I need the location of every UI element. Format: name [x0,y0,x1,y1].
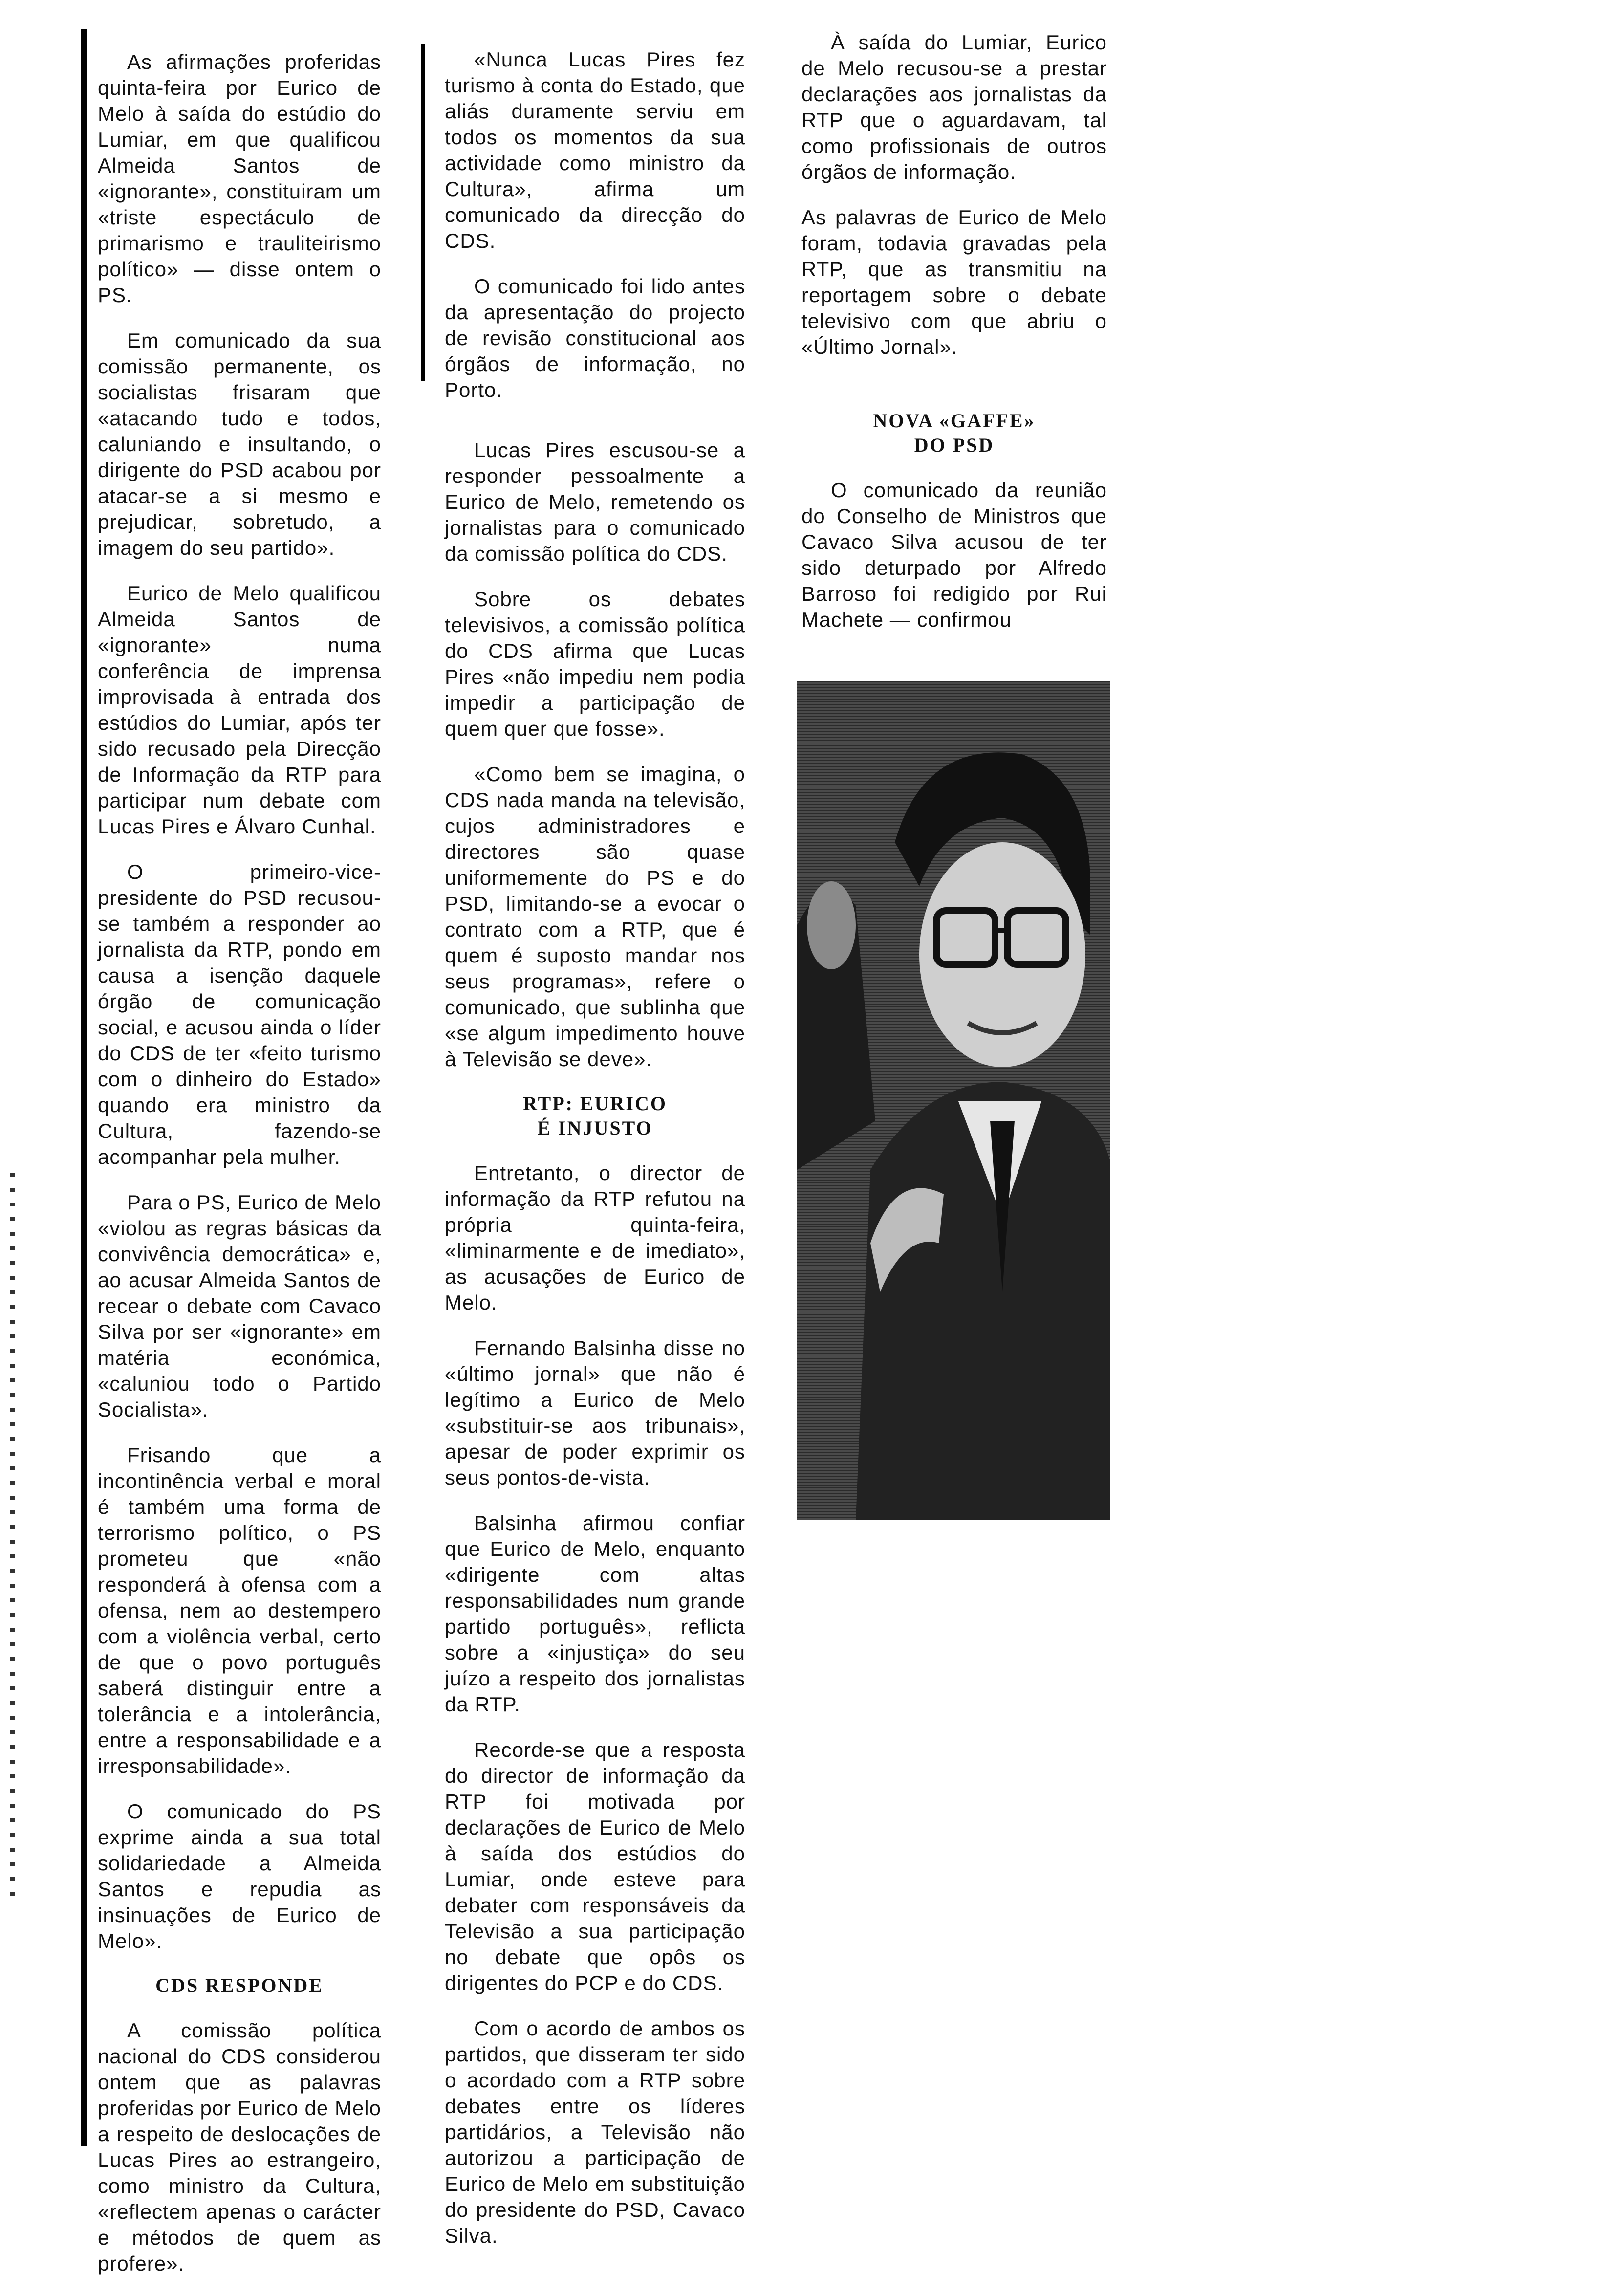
subheading-line: NOVA «GAFFE» [873,410,1036,432]
paragraph: Recorde-se que a resposta do director de informação da RTP foi motivada por declarações de Eurico de Melo à saída dos estúdios do Lumiar, onde esteve para debater com responsáveis da Televisão a sua participação no debate que opôs os dirigentes do PCP e do CDS. [445,1738,745,1994]
paragraph: Em comunicado da sua comissão permanente, os socialistas frisaram que «atacando tudo e todos, caluniando e insultando, o dirigente do PSD acabou por atacar-se a si mesmo e prejudicar, sobretudo, a imagem do seu partido». [98,329,381,559]
subheading-nova-gaffe [802,409,1107,458]
paragraph: O comunicado foi lido antes da apresentação do projecto de revisão constitucional aos órgãos de informação, no Porto. [445,275,745,401]
paragraph: Entretanto, o director de informação da RTP refutou na própria quinta-feira, «liminarmente e de imediato», as acusações de Eurico de Melo. [445,1161,745,1314]
article-column-3 [802,29,1107,652]
column-rule-middle [421,44,425,381]
subheading-cds-responde [98,1973,381,1998]
subheading-text: CDS RESPONDE [155,1974,324,1996]
paragraph: O comunicado do PS exprime ainda a sua total solidariedade a Almeida Santos e repudia as insinuações de Eurico de Melo». [98,1800,381,1952]
paragraph: Eurico de Melo qualificou Almeida Santos de «ignorante» numa conferência de imprensa improvisada à entrada dos estúdios do Lumiar, após ter sido recusado pela Direcção de Informação da RTP para participar num debate com Lucas Pires e Álvaro Cunhal. [98,582,381,838]
paragraph: Balsinha afirmou confiar que Eurico de Melo, enquanto «dirigente com altas responsabilidades num grande partido português», reflicta sobre a «injustiça» do seu juízo a respeito dos jornalistas da RTP. [445,1511,745,1716]
article-column-2 [445,46,745,2268]
subheading-line: RTP: EURICO [523,1093,667,1115]
paragraph: «Nunca Lucas Pires fez turismo à conta do Estado, que aliás duramente serviu em todos os momentos da sua actividade como ministro da Cultura», afirma um comunicado da direcção do CDS. [445,48,745,252]
photo-illustration [797,681,1110,1520]
column-rule-left [81,29,87,2146]
paragraph: Frisando que a incontinência verbal e moral é também uma forma de terrorismo político, o PS prometeu que «não responderá à ofensa com a ofensa, nem ao destempero com a violência verbal, certo de que o povo português saberá distinguir entre a tolerância e a intolerância, entre a responsabilidade e a irresponsabilidade». [98,1443,381,1777]
paragraph: A comissão política nacional do CDS considerou ontem que as palavras proferidas por Eurico de Melo a respeito de deslocações de Lucas Pires ao estrangeiro, como ministro da Cultura, «reflectem apenas o carácter e métodos de quem as profere». [98,2019,381,2275]
subheading-line: DO PSD [914,434,995,456]
paragraph: Sobre os debates televisivos, a comissão política do CDS afirma que Lucas Pires «não impediu nem podia impedir a participação de quem quer que fosse». [445,588,745,740]
subheading-rtp-eurico [445,1092,745,1140]
paragraph: As palavras de Eurico de Melo foram, todavia gravadas pela RTP, que as transmitiu na reportagem sobre o debate televisivo com que abriu o «Último Jornal». [802,206,1107,358]
subheading-line: É INJUSTO [537,1117,653,1139]
paragraph: As afirmações proferidas quinta-feira por Eurico de Melo à saída do estúdio do Lumiar, em que qualificou Almeida Santos de «ignorante», constituiram um «triste espectáculo de primarismo e trauliteirismo político» — disse ontem o PS. [98,50,381,306]
paragraph: Fernando Balsinha disse no «último jornal» que não é legítimo a Eurico de Melo «substituir-se aos tribunais», apesar de poder exprimir os seus pontos-de-vista. [445,1336,745,1489]
paragraph: Para o PS, Eurico de Melo «violou as regras básicas da convivência democrática» e, ao acusar Almeida Santos de recear o debate com Cavaco Silva por ser «ignorante» em matéria económica, «caluniou todo o Partido Socialista». [98,1191,381,1421]
paragraph: «Como bem se imagina, o CDS nada manda na televisão, cujos administradores e directores são quase uniformemente do PS e do PSD, limitando-se a evocar o contrato com a RTP, que é quem é suposto mandar nos seus programas», refere o comunicado, que sublinha que «se algum impedimento houve à Televisão se deve». [445,763,745,1071]
article-column-1 [98,49,381,2296]
paragraph: O primeiro-vice-presidente do PSD recusou-se também a responder ao jornalista da RTP, pondo em causa a isenção daquele órgão de comunicação social, e acusou ainda o líder do CDS de ter «feito turismo com o dinheiro do Estado» quando era ministro da Cultura, fazendo-se acompanhar pela mulher. [98,860,381,1168]
paragraph: Com o acordo de ambos os partidos, que disseram ter sido o acordado com a RTP sobre debates entre os líderes partidários, a Televisão não autorizou a participação de Eurico de Melo em substituição do presidente do PSD, Cavaco Silva. [445,2017,745,2247]
paragraph: O comunicado da reunião do Conselho de Ministros que Cavaco Silva acusou de ter sido deturpado por Alfredo Barroso foi redigido por Rui Machete — confirmou [802,479,1107,631]
news-photo-portrait [797,681,1110,1520]
paragraph: Lucas Pires escusou-se a responder pessoalmente a Eurico de Melo, remetendo os jornalistas para o comunicado da comissão política do CDS. [445,438,745,565]
scan-artifact [10,1173,15,1906]
paragraph: À saída do Lumiar, Eurico de Melo recusou-se a prestar declarações aos jornalistas da RTP que o aguardavam, tal como profissionais de outros órgãos de informação. [802,31,1107,183]
